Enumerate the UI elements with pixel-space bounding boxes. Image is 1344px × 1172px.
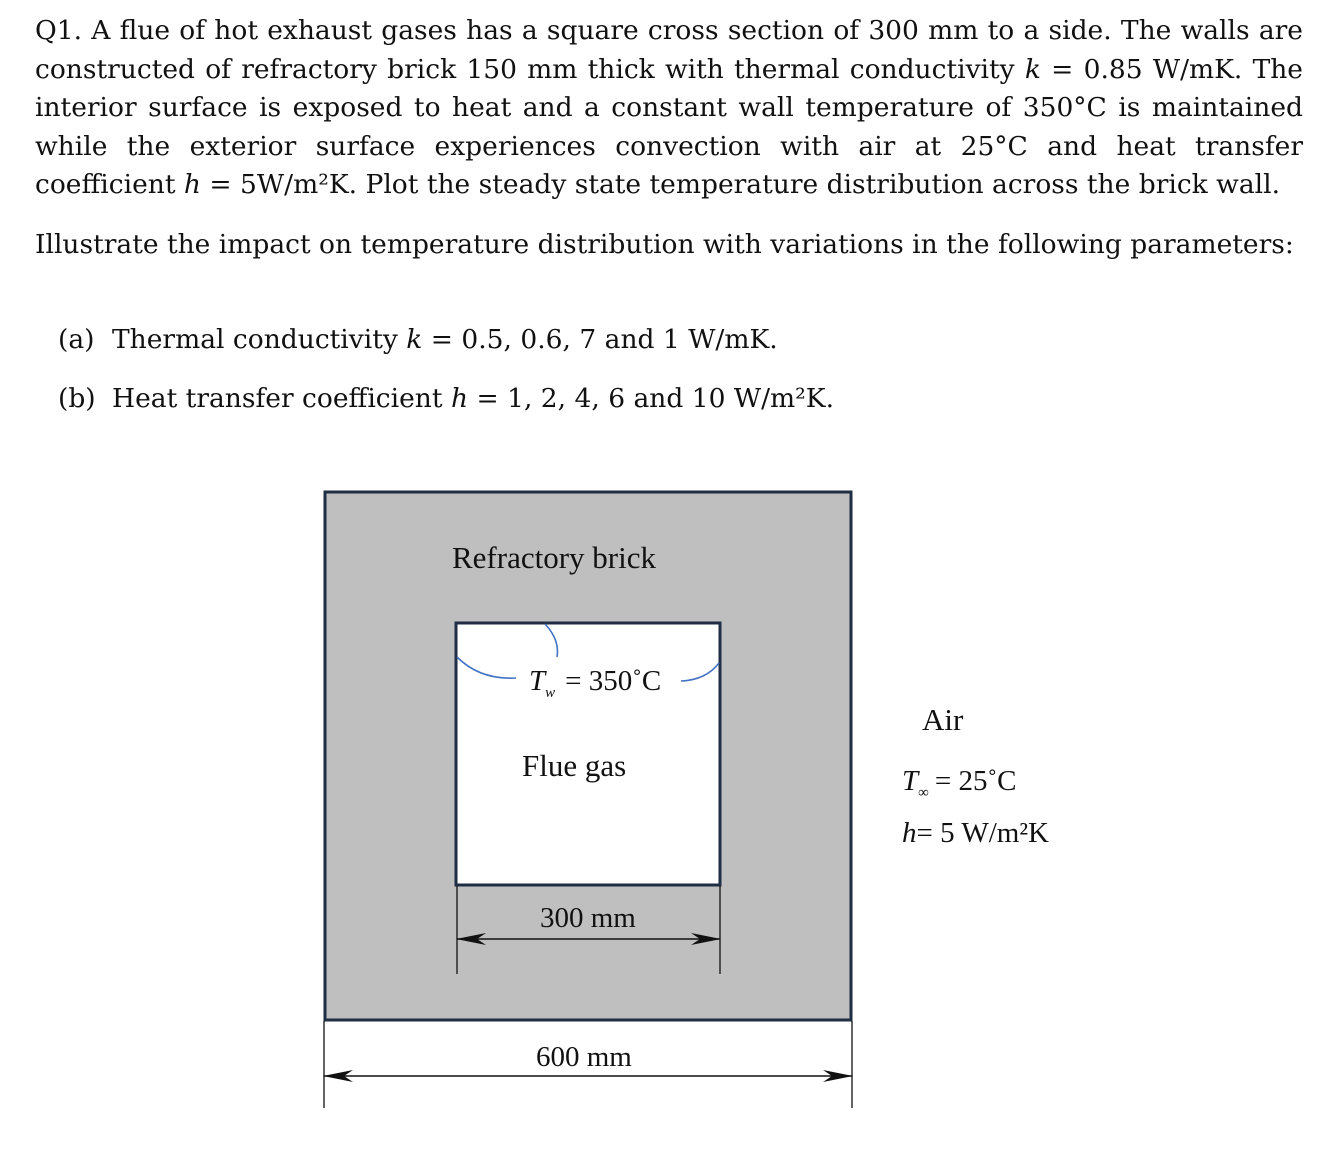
k-value: = 0.85 W/mK. <box>1040 53 1243 85</box>
list-item-a-suffix: = 0.5, 0.6, 7 and 1 W/mK. <box>422 324 778 355</box>
air-temp-label <box>902 765 1016 801</box>
h-symbol: h <box>183 169 201 200</box>
list-item-a-symbol: k <box>406 324 423 355</box>
air-temp-value: = 25˚C <box>934 765 1017 797</box>
air-h-label <box>902 817 1049 849</box>
air-temp-symbol: T <box>902 765 919 797</box>
question-text-3: Plot the steady state temperature distribution across the brick wall. <box>357 169 1281 200</box>
list-marker-a: (a) <box>58 324 95 355</box>
wall-temp-value: = 350˚C <box>565 665 662 697</box>
list-item-b-suffix: = 1, 2, 4, 6 and 10 W/m²K. <box>468 383 835 414</box>
list-marker-b: (b) <box>58 383 96 414</box>
outer-dimension-label: 600 mm <box>536 1041 632 1073</box>
air-label: Air <box>922 702 964 737</box>
flue-gas-label: Flue gas <box>522 748 627 783</box>
inner-dimension-label: 300 mm <box>540 902 636 934</box>
brick-label: Refractory brick <box>452 540 656 575</box>
list-item-b-symbol: h <box>450 383 469 414</box>
question-text-2: The interior surface is exposed to heat and a constant wall temperature of 350°C is maintained while the exterior surface experiences convection with air at 25°C and heat transfer coefficient <box>35 53 1303 200</box>
air-temp-subscript: ∞ <box>918 785 929 801</box>
k-symbol: k <box>1024 53 1041 85</box>
intro-text: Illustrate the impact on temperature distribution with variations in the following parameters: <box>35 229 1294 260</box>
wall-temp-subscript: w <box>545 685 556 701</box>
list-item-b-prefix: Heat transfer coefficient <box>112 383 451 414</box>
question-text-1: A flue of hot exhaust gases has a square cross section of 300 mm to a side. The walls are constructed of refractory brick 150 mm thick with thermal conductivity <box>35 15 1303 85</box>
h-value: = 5W/m²K. <box>201 169 358 200</box>
air-h-symbol: h <box>902 817 917 849</box>
air-h-value: = 5 W/m²K <box>916 817 1049 849</box>
list-item-a-prefix: Thermal conductivity <box>112 324 407 355</box>
wall-temp-symbol: T <box>529 665 546 697</box>
question-label: Q1. <box>35 15 83 46</box>
